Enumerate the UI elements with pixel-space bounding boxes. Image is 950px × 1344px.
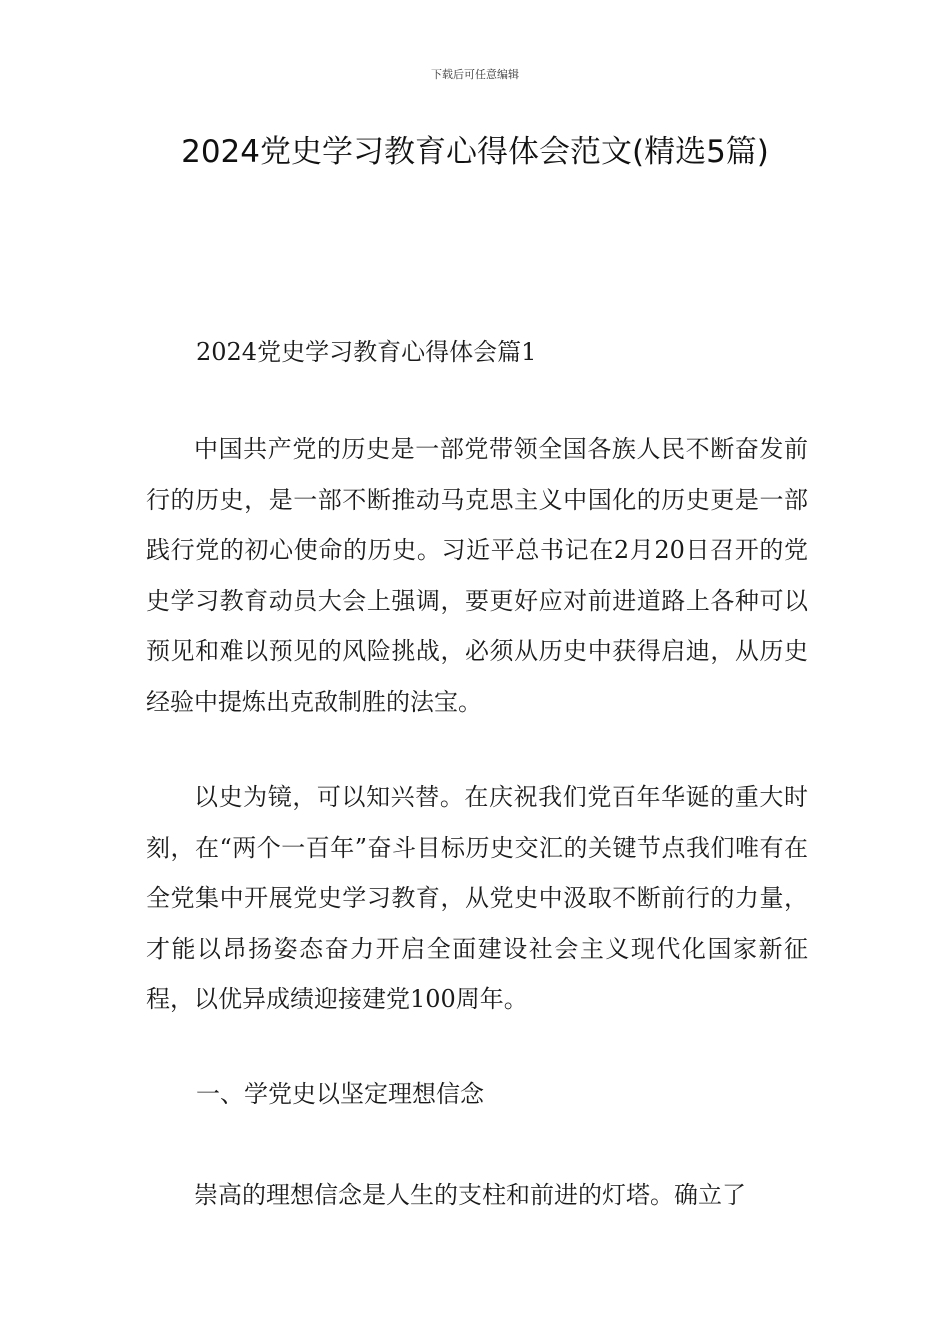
paragraph-3: 崇高的理想信念是人生的支柱和前进的灯塔。确立了 [194, 1181, 746, 1209]
paragraph-1: 中国共产党的历史是一部党带领全国各族人民不断奋发前行的历史，是一部不断推动马克思主义中国化的历史更是一部践行党的初心使命的历史。习近平总书记在2月20日召开的党史学习教育动员大会上强调，要更好应对前进道路上各种可以预见和难以预见的风险挑战，必须从历史中获得启迪，从历史经验中提炼出克敌制胜的法宝。 [146, 435, 808, 716]
paragraph-2: 以史为镜，可以知兴替。在庆祝我们党百年华诞的重大时刻，在“两个一百年”奋斗目标历史交汇的关键节点我们唯有在全党集中开展党史学习教育，从党史中汲取不断前行的力量，才能以昂扬姿态奋力开启全面建设社会主义现代化国家新征程，以优异成绩迎接建党100周年。 [146, 783, 808, 1013]
document-title: 2024党史学习教育心得体会范文(精选5篇) [181, 134, 769, 170]
section-heading-1: 2024党史学习教育心得体会篇1 [196, 338, 537, 366]
header-note: 下载后可任意编辑 [431, 68, 519, 81]
section-heading-2: 一、学党史以坚定理想信念 [196, 1080, 484, 1108]
